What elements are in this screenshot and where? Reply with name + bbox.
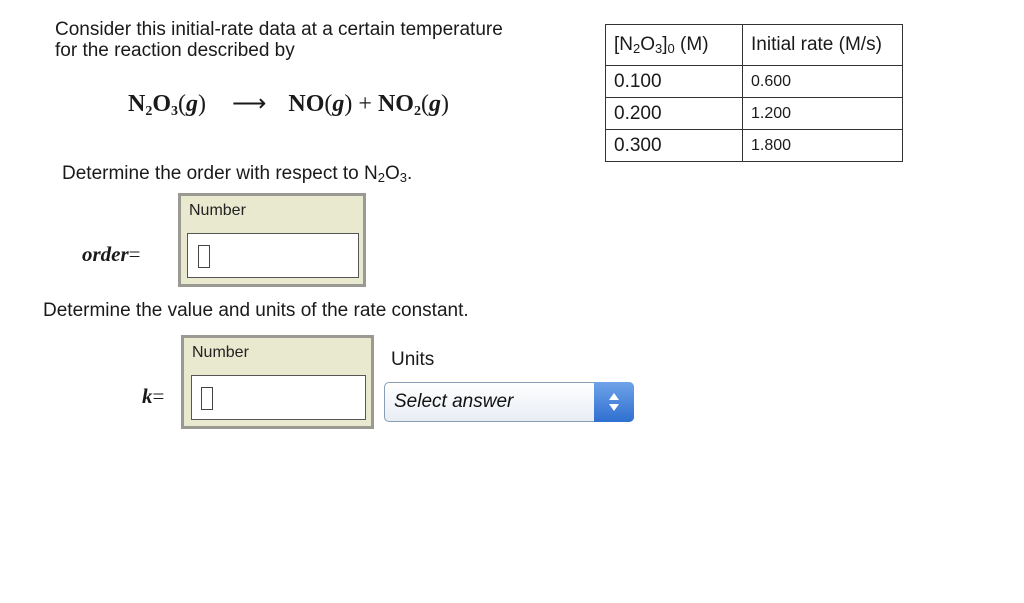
reactant-o: O	[152, 91, 172, 117]
order-number-label: Number	[189, 202, 246, 219]
units-select-button[interactable]	[594, 382, 634, 422]
cell-rate: 1.800	[743, 130, 903, 162]
table-row	[606, 98, 903, 130]
rate-constant-number-box	[181, 335, 374, 429]
table-row	[606, 130, 903, 162]
k-variable-label: k=	[142, 384, 165, 408]
order-number-box	[178, 193, 366, 287]
question-rate-constant: Determine the value and units of the rate constant.	[43, 300, 469, 321]
problem-intro	[55, 19, 503, 61]
header-concentration: $[N_2O_3]_0$ (M)	[606, 25, 743, 66]
product-1: NO	[288, 91, 325, 117]
reactant-o-subscript: 3	[171, 104, 179, 119]
header-initial-rate: Initial rate (M/s)	[743, 25, 903, 66]
product-2-subscript: 2	[413, 104, 421, 119]
units-label: Units	[391, 349, 435, 370]
intro-line-2: for the reaction described by	[55, 40, 295, 61]
units-select-value: Select answer	[394, 391, 514, 412]
reactant-n: N	[128, 91, 146, 117]
table-header-row	[606, 25, 903, 66]
cell-concentration: 0.100	[606, 66, 743, 98]
cell-rate: 0.600	[743, 66, 903, 98]
cell-concentration: 0.300	[606, 130, 743, 162]
reactant-n-subscript: 2	[145, 104, 153, 119]
product-1-state: g	[332, 91, 345, 117]
initial-rate-table	[605, 24, 903, 162]
product-2: NO	[377, 91, 414, 117]
order-variable-label: order=	[82, 242, 141, 266]
text-cursor-icon	[201, 387, 213, 410]
product-2-state: g	[428, 91, 441, 117]
table-row	[606, 66, 903, 98]
reaction-arrow: ⟶	[232, 91, 267, 117]
up-down-arrows-icon	[607, 391, 621, 413]
question-order: Determine the order with respect to $N_2O_3$.	[62, 163, 413, 185]
rate-constant-number-label: Number	[192, 344, 249, 361]
rate-constant-input[interactable]	[191, 375, 366, 420]
order-input[interactable]	[187, 233, 359, 278]
units-select[interactable]	[384, 382, 634, 422]
cell-rate: 1.200	[743, 98, 903, 130]
intro-line-1: Consider this initial-rate data at a certain temperature	[55, 19, 503, 40]
reactant-state: g	[186, 91, 199, 117]
reaction-equation: $N_2O_3(g)$ ⟶ $NO(g) + NO_2(g)$	[128, 91, 449, 119]
plus-sign: +	[358, 91, 372, 117]
text-cursor-icon	[198, 245, 210, 268]
cell-concentration: 0.200	[606, 98, 743, 130]
